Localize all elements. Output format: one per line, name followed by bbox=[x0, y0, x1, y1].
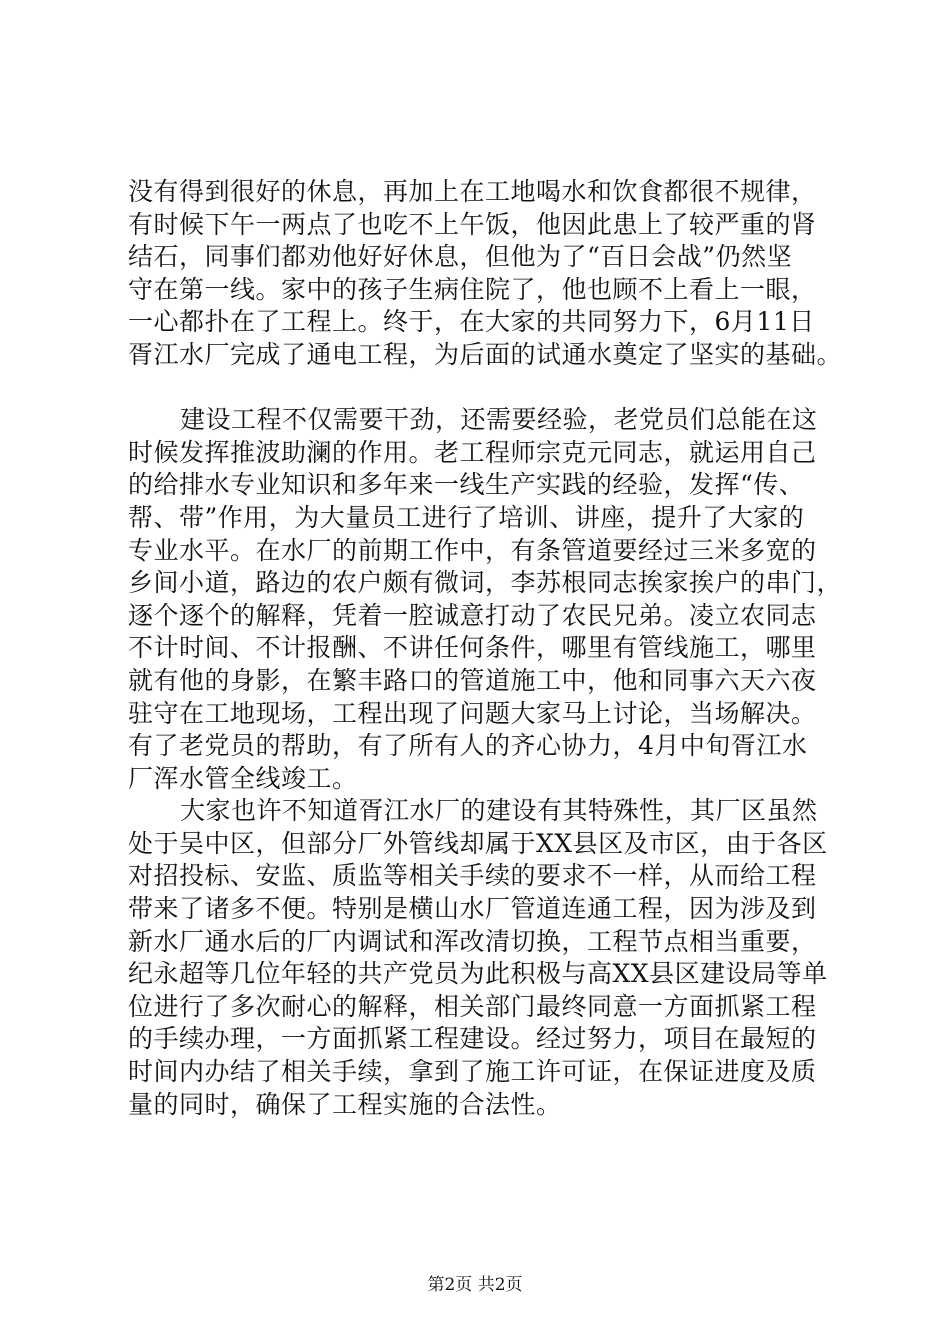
text-line: 时间内办结了相关手续，拿到了施工许可证，在保证进度及质 bbox=[128, 1057, 817, 1087]
text-line: 就有他的身影，在繁丰路口的管道施工中，他和同事六天六夜 bbox=[128, 665, 817, 695]
text-line: 时候发挥推波助澜的作用。老工程师宗克元同志，就运用自己 bbox=[128, 437, 817, 467]
text-line: 大家也许不知道胥江水厂的建设有其特殊性，其厂区虽然 bbox=[180, 796, 818, 826]
text-line: 守在第一线。家中的孩子生病住院了，他也顾不上看上一眼， bbox=[128, 274, 817, 304]
text-line: 量的同时，确保了工程实施的合法性。 bbox=[128, 1089, 562, 1119]
text-line: 处于吴中区，但部分厂外管线却属于XX县区及市区，由于各区 bbox=[128, 828, 828, 858]
text-line: 带来了诸多不便。特别是横山水厂管道连通工程，因为涉及到 bbox=[128, 894, 817, 924]
text-line: 专业水平。在水厂的前期工作中，有条管道要经过三米多宽的 bbox=[128, 535, 817, 565]
document-body bbox=[128, 176, 848, 1121]
paragraph-3 bbox=[128, 795, 848, 1121]
text-line: 逐个逐个的解释，凭着一腔诚意打动了农民兄弟。凌立农同志 bbox=[128, 600, 817, 630]
text-line: 一心都扑在了工程上。终于，在大家的共同努力下，6月11日 bbox=[128, 307, 815, 337]
text-line: 的给排水专业知识和多年来一线生产实践的经验，发挥“传、 bbox=[128, 470, 805, 500]
paragraph-spacer bbox=[128, 372, 848, 405]
page-number-footer: 第2页 共2页 bbox=[427, 1275, 523, 1295]
text-line: 没有得到很好的休息，再加上在工地喝水和饮食都很不规律， bbox=[128, 177, 817, 206]
text-line: 帮、带”作用，为大量员工进行了培训、讲座，提升了大家的 bbox=[128, 502, 805, 532]
text-line: 胥江水厂完成了通电工程，为后面的试通水奠定了坚实的基础。 bbox=[128, 339, 843, 369]
text-line: 不计时间、不计报酬、不讲任何条件，哪里有管线施工，哪里 bbox=[128, 633, 817, 663]
text-line: 位进行了多次耐心的解释，相关部门最终同意一方面抓紧工程 bbox=[128, 991, 817, 1021]
text-line: 对招投标、安监、质监等相关手续的要求不一样，从而给工程 bbox=[128, 861, 817, 891]
text-line: 建设工程不仅需要干劲，还需要经验，老党员们总能在这 bbox=[180, 405, 818, 435]
text-line: 有了老党员的帮助，有了所有人的齐心协力，4月中旬胥江水 bbox=[128, 731, 808, 761]
text-line: 新水厂通水后的厂内调试和浑改清切换，工程节点相当重要， bbox=[128, 926, 817, 956]
text-line: 驻守在工地现场，工程出现了问题大家马上讨论，当场解决。 bbox=[128, 698, 817, 728]
text-line: 的手续办理，一方面抓紧工程建设。经过努力，项目在最短的 bbox=[128, 1024, 817, 1054]
text-line: 纪永超等几位年轻的共产党员为此积极与高XX县区建设局等单 bbox=[128, 959, 828, 989]
text-line: 结石，同事们都劝他好好休息，但他为了“百日会战”仍然坚 bbox=[128, 242, 793, 272]
text-line: 有时候下午一两点了也吃不上午饭，他因此患上了较严重的肾 bbox=[128, 209, 817, 239]
paragraph-2 bbox=[128, 404, 848, 795]
text-line: 乡间小道，路边的农户颇有微词，李苏根同志挨家挨户的串门， bbox=[128, 568, 843, 598]
paragraph-1 bbox=[128, 176, 848, 372]
text-line: 厂浑水管全线竣工。 bbox=[128, 763, 358, 793]
